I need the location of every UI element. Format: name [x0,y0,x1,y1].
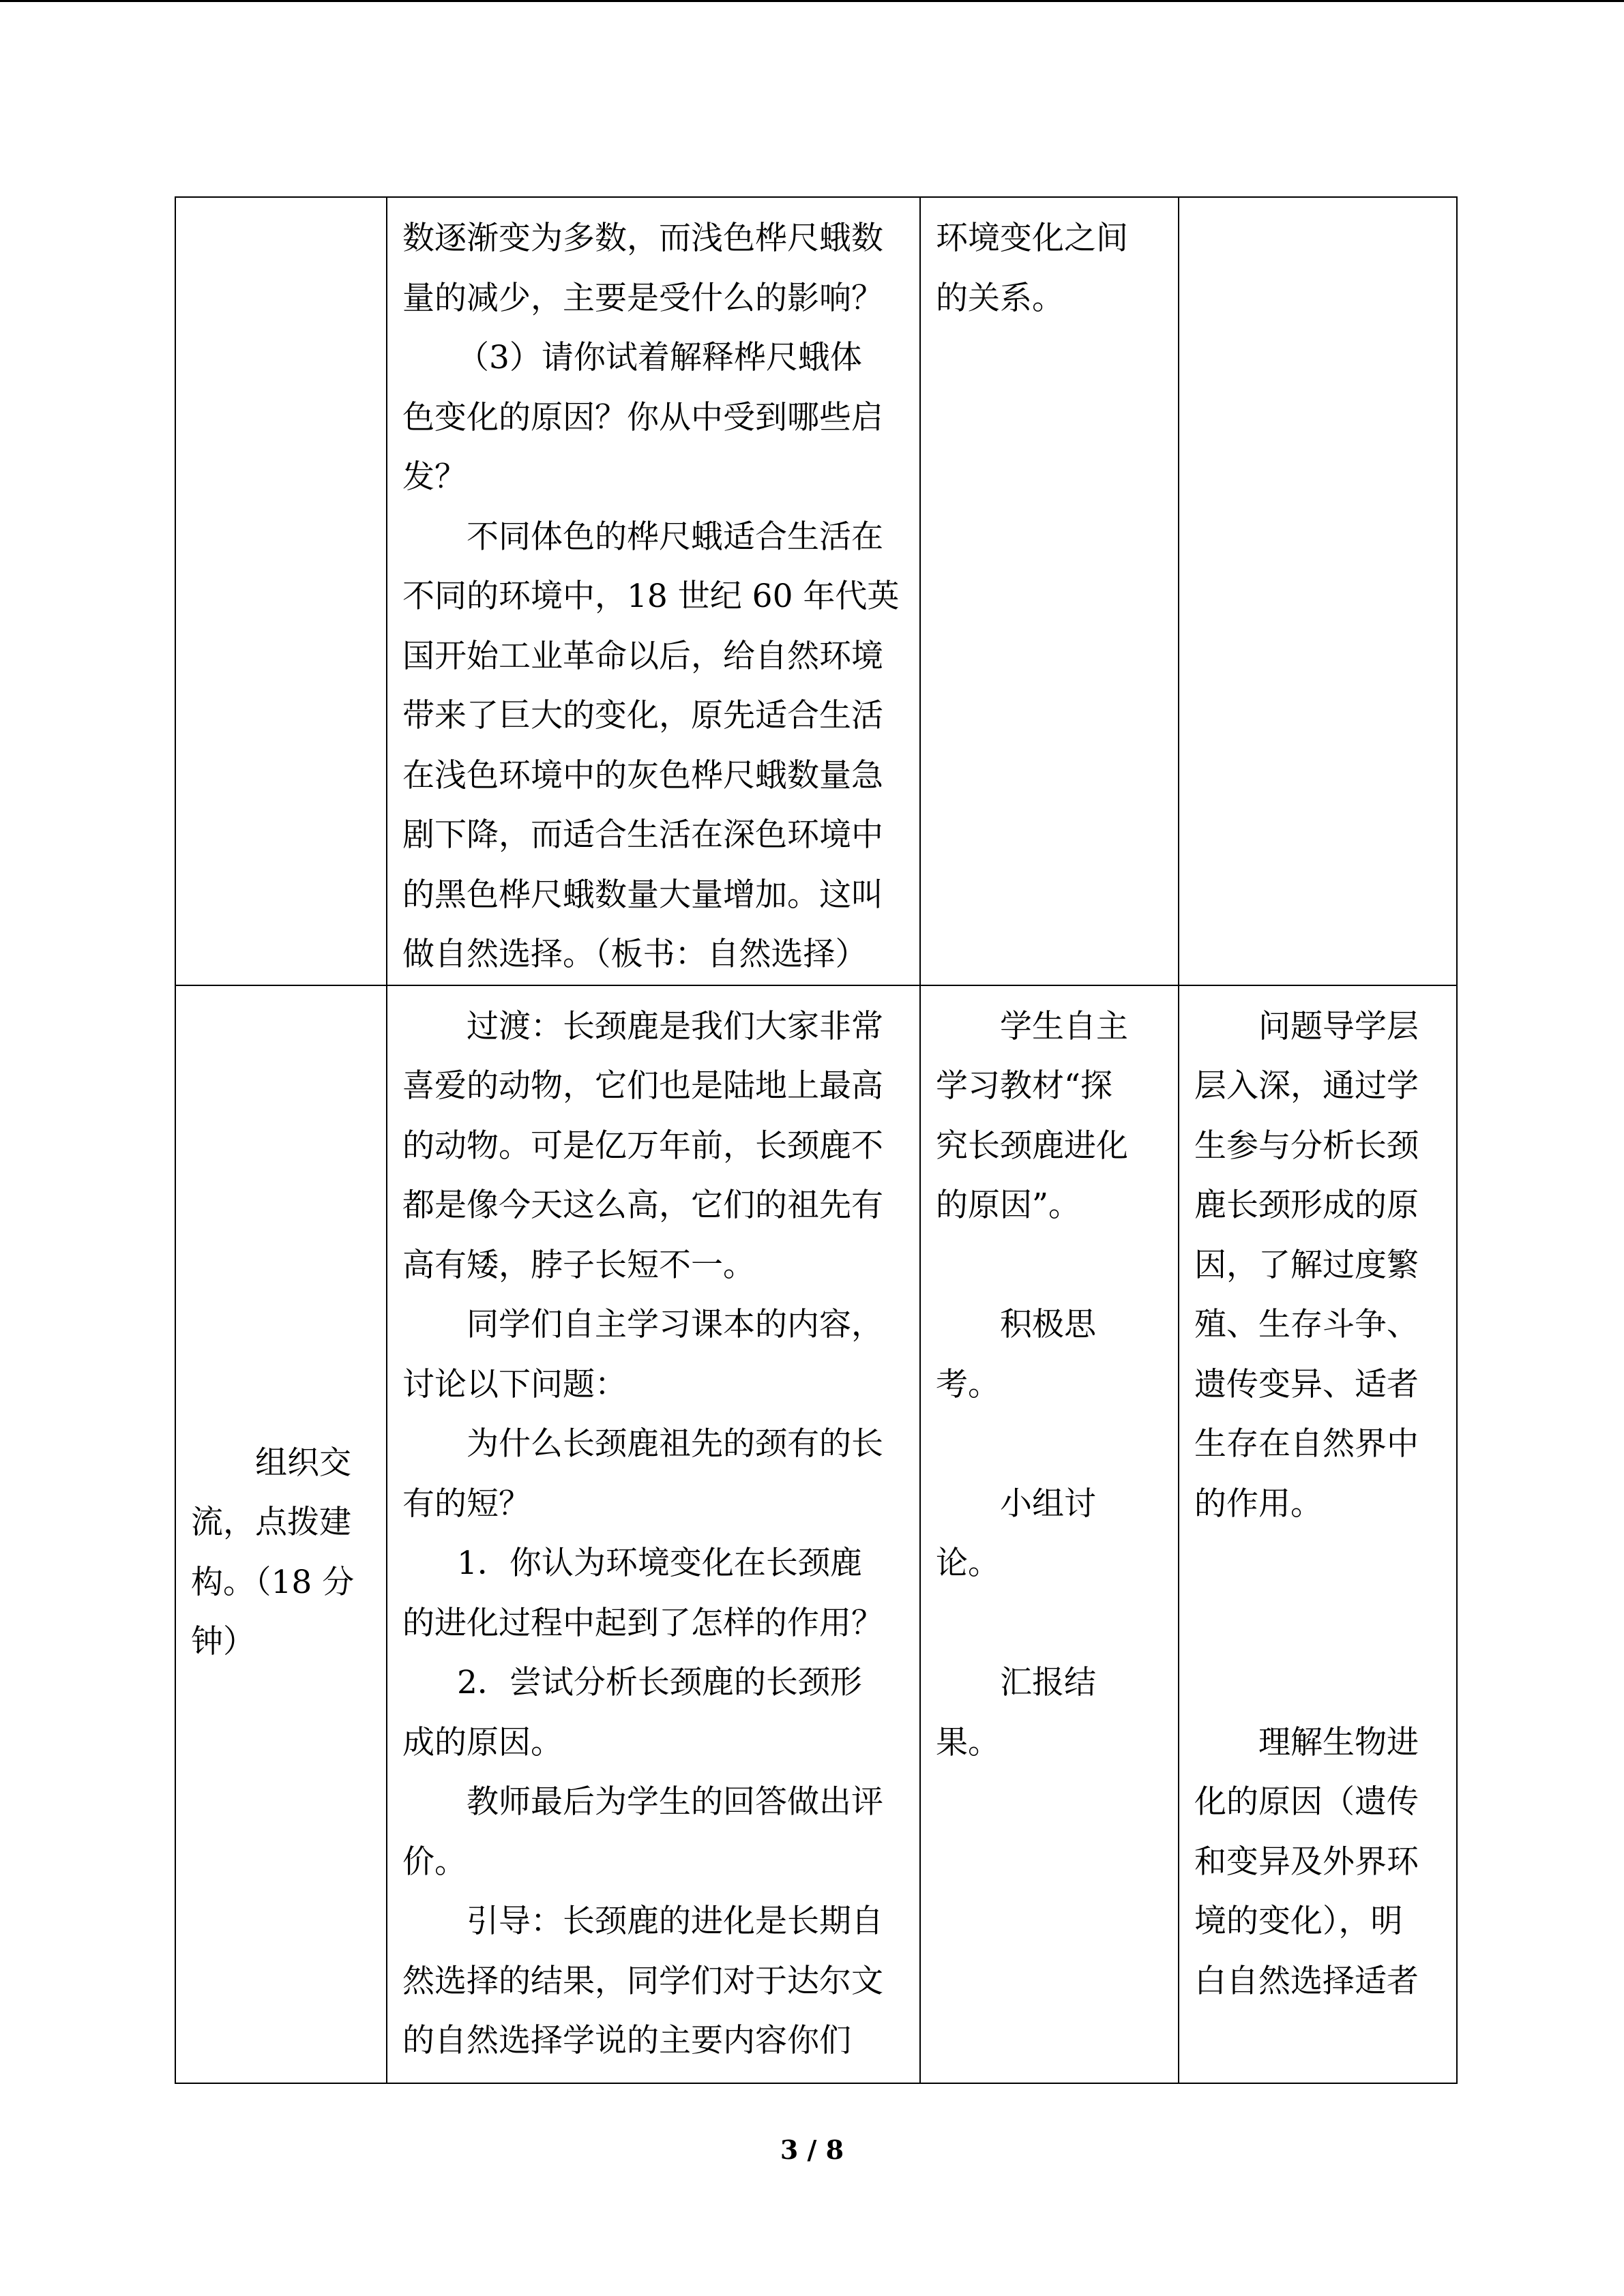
lesson-plan-table [175,196,1458,2084]
page-top-border [0,0,1624,2]
cell-text-line: 鹿长颈形成的原 [1194,1187,1419,1224]
cell-text-line [1194,1534,1441,1594]
cell-text-line: 成的原因。 [402,1723,563,1761]
table-row [175,197,1457,985]
student-activity-cell [920,197,1179,985]
cell-text-line: 2．尝试分析长颈鹿的长颈形 [457,1664,862,1701]
cell-text-line: 1．你认为环境变化在长颈鹿 [457,1545,862,1582]
cell-text-line [936,1236,1163,1296]
cell-text-line: 殖、生存斗争、 [1194,1306,1419,1343]
cell-text-line: 不同的环境中，18 世纪 60 年代英 [402,578,900,615]
cell-text-line: 遗传变异、适者 [1194,1365,1419,1403]
cell-text-line: （3）请你试着解释桦尺蛾体 [457,339,862,376]
stage-cell [175,985,387,2083]
cell-text-line: 理解生物进 [1258,1723,1419,1761]
stage-cell [175,197,387,985]
cell-text-line: 都是像今天这么高，它们的祖先有 [402,1187,883,1224]
cell-text-line: 层入深，通过学 [1194,1067,1419,1105]
cell-text-line: 构。（18 分 [191,1563,355,1601]
cell-text-line [936,1594,1163,1654]
cell-text-line: 的黑色桦尺蛾数量大量增加。这叫 [402,876,883,914]
cell-text-line: 喜爱的动物，它们也是陆地上最高 [402,1067,883,1105]
teacher-activity-cell [387,197,920,985]
cell-text-line: 因，了解过度繁 [1194,1246,1419,1284]
cell-text-line: 的自然选择学说的主要内容你们 [402,2022,851,2059]
cell-text-line: 国开始工业革命以后，给自然环境 [402,637,883,675]
cell-text-line: 高有矮，脖子长短不一。 [402,1246,755,1284]
cell-text-line: 的关系。 [936,279,1064,317]
cell-text-line: 的作用。 [1194,1485,1323,1523]
cell-text-line: 为什么长颈鹿祖先的颈有的长 [467,1425,883,1463]
cell-text-line: 教师最后为学生的回答做出评 [467,1783,883,1821]
cell-text-line: 有的短？ [402,1485,531,1523]
cell-text-line: 组织交 [255,1444,351,1482]
cell-text-line: 价。 [402,1843,467,1881]
cell-text-line: 的原因”。 [936,1187,1081,1224]
cell-text-line: 生存在自然界中 [1194,1425,1419,1463]
cell-text-line: 究长颈鹿进化 [936,1127,1128,1165]
cell-text-line: 带来了巨大的变化，原先适合生活 [402,697,883,734]
cell-text-line: 发？ [402,458,467,496]
cell-text-line: 考。 [936,1365,1000,1403]
design-intent-cell [1179,197,1457,985]
cell-text-line: 讨论以下问题： [402,1365,627,1403]
cell-text-line [936,1414,1163,1474]
cell-text-line: 在浅色环境中的灰色桦尺蛾数量急 [402,756,883,794]
cell-text-line [1194,1653,1441,1713]
cell-text-line: 果。 [936,1723,1000,1761]
student-activity-cell [920,985,1179,2083]
cell-text-line [1194,1594,1441,1654]
cell-text-line: 量的减少，主要是受什么的影响？ [402,279,883,317]
cell-text-line: 的进化过程中起到了怎样的作用？ [402,1604,883,1642]
cell-text-line: 境的变化），明 [1194,1903,1403,1940]
cell-text-line: 白自然选择适者 [1194,1962,1419,2000]
cell-text-line: 同学们自主学习课本的内容， [467,1306,883,1343]
cell-text-line: 积极思 [1000,1306,1096,1343]
cell-text-line: 化的原因（遗传 [1194,1783,1419,1821]
cell-text-line: 学生自主 [1000,1007,1128,1045]
cell-text-line: 汇报结 [1000,1664,1096,1701]
page-number: 3 / 8 [780,2134,844,2165]
cell-text-line: 做自然选择。（板书：自然选择） [402,936,868,973]
cell-text-line: 钟） [191,1623,255,1660]
cell-text-line: 论。 [936,1545,1000,1582]
cell-text-line: 剧下降，而适合生活在深色环境中 [402,816,883,854]
cell-text-line: 小组讨 [1000,1485,1096,1523]
cell-text-line: 过渡：长颈鹿是我们大家非常 [467,1007,883,1045]
cell-text-line: 不同体色的桦尺蛾适合生活在 [467,518,883,556]
cell-text-line: 学习教材“探 [936,1067,1113,1105]
teacher-activity-cell [387,985,920,2083]
design-intent-cell [1179,985,1457,2083]
cell-text-line: 环境变化之间 [936,220,1128,257]
cell-text-line: 问题导学层 [1258,1007,1419,1045]
cell-text-line: 数逐渐变为多数，而浅色桦尺蛾数 [402,220,883,257]
cell-text-line: 引导：长颈鹿的进化是长期自 [467,1903,883,1940]
cell-text-line: 生参与分析长颈 [1194,1127,1419,1165]
cell-text-line: 流，点拨建 [191,1504,351,1541]
cell-text-line: 的动物。可是亿万年前，长颈鹿不 [402,1127,883,1165]
cell-text-line: 和变异及外界环 [1194,1843,1419,1881]
cell-text-line: 色变化的原因？你从中受到哪些启 [402,398,883,436]
cell-text-line: 然选择的结果，同学们对于达尔文 [402,1962,883,2000]
table-row [175,985,1457,2083]
